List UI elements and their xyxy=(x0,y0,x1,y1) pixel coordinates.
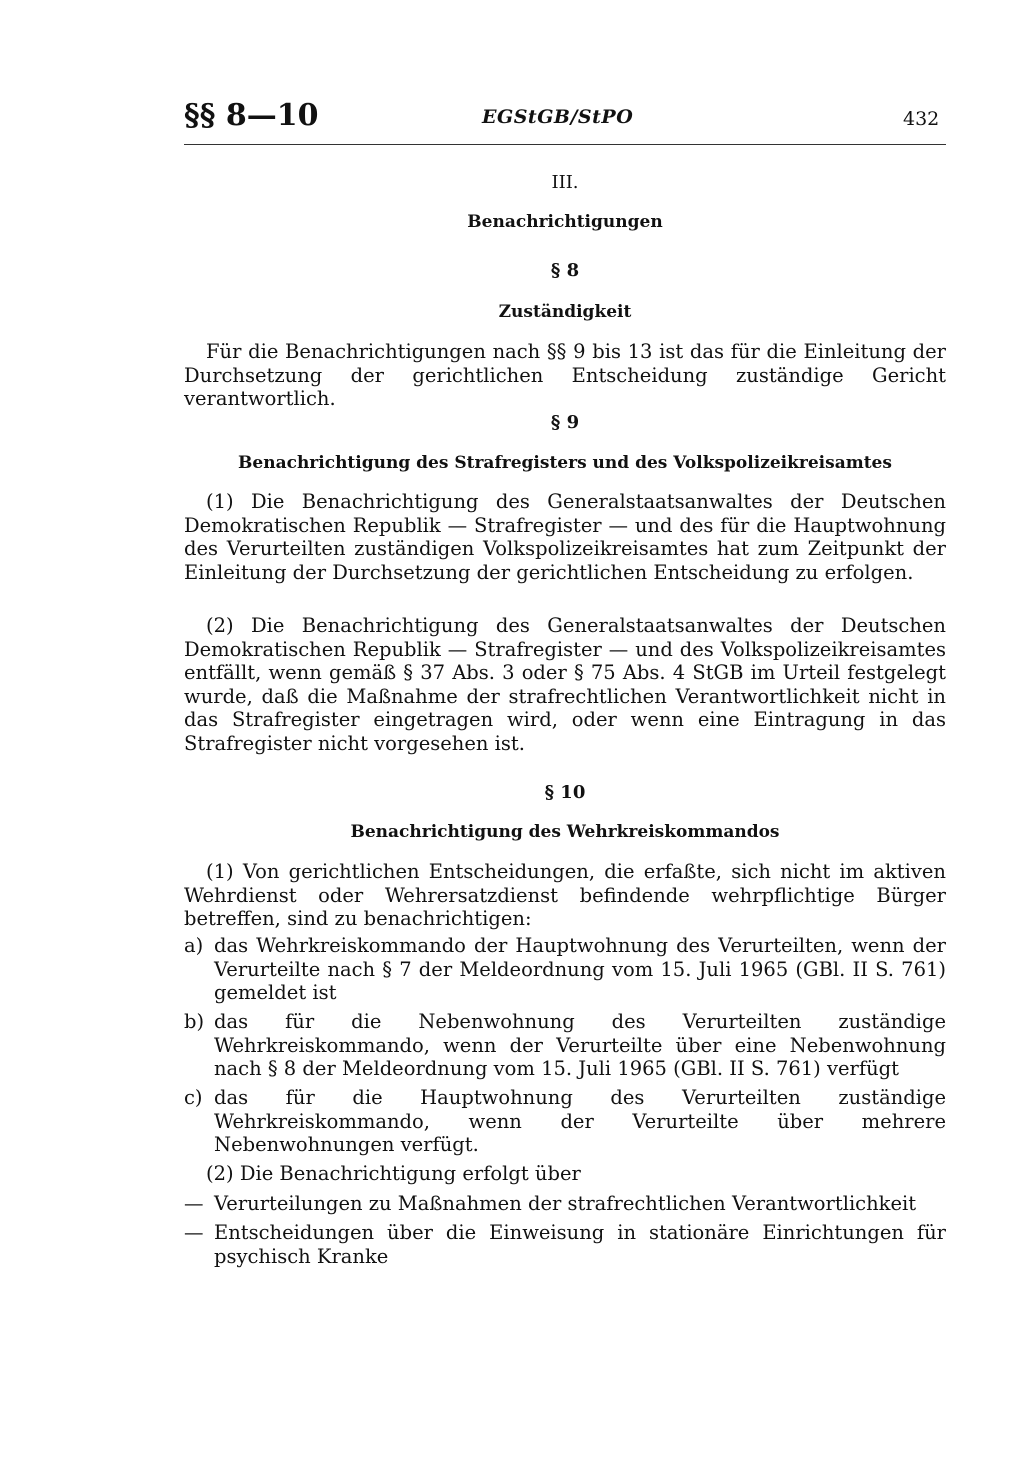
section-9-paragraph-1: (1) Die Benachrichtigung des Generalstaatsanwaltes der Deutschen Demokratischen Republik — Strafregister — und des für die Hauptwohnung des Verurteilten zuständigen Volkspolizeikreisamtes hat zum Zeitpunkt der Einleitung der Durchsetzung der gerichtlichen Entscheidung zu erfolgen. xyxy=(184,490,946,584)
header-law-title: EGStGB/StPO xyxy=(482,106,634,128)
list-item-marker: a) xyxy=(184,934,204,957)
section-10-paragraph-2: (2) Die Benachrichtigung erfolgt über xyxy=(206,1162,581,1185)
section-8-number: § 8 xyxy=(550,260,580,281)
list-item xyxy=(184,1010,946,1081)
section-8-title: Zuständigkeit xyxy=(498,302,632,322)
list-item-marker: c) xyxy=(184,1086,203,1109)
section-9-paragraph-2: (2) Die Benachrichtigung des Generalstaatsanwaltes der Deutschen Demokratischen Republik — Strafregister — und des Volkspolizeikreisamtes entfällt, wenn gemäß § 37 Abs. 3 oder § 75 Abs. 4 StGB im Urteil festgelegt wurde, daß die Maßnahme der strafrechtlichen Verantwortlichkeit nicht in das Strafregister eingetragen wird, oder wenn eine Eintragung in das Strafregister nicht vorgesehen ist. xyxy=(184,614,946,755)
dash-item-text: Entscheidungen über die Einweisung in stationäre Einrichtungen für psychisch Kranke xyxy=(214,1221,946,1268)
list-item-text: das für die Hauptwohnung des Verurteilten zuständige Wehrkreiskommando, wenn der Verurteilte über mehrere Nebenwohnungen verfügt. xyxy=(214,1086,946,1157)
section-9-title: Benachrichtigung des Strafregisters und des Volkspolizeikreisamtes xyxy=(238,453,892,473)
header-section-range: §§ 8—10 xyxy=(184,98,319,133)
chapter-title: Benachrichtigungen xyxy=(467,212,663,232)
section-8-text: Für die Benachrichtigungen nach §§ 9 bis 13 ist das für die Einleitung der Durchsetzung der gerichtlichen Entscheidung zuständige Gericht verantwortlich. xyxy=(184,340,946,411)
header-rule xyxy=(184,144,946,145)
list-item-marker: b) xyxy=(184,1010,205,1033)
list-item xyxy=(184,934,946,1005)
dash-item-marker: — xyxy=(184,1192,204,1215)
dash-item-text: Verurteilungen zu Maßnahmen der strafrechtlichen Verantwortlichkeit xyxy=(214,1192,917,1215)
header-page-number: 432 xyxy=(903,108,940,130)
dash-item xyxy=(184,1221,946,1268)
dash-item xyxy=(184,1192,946,1216)
dash-item-marker: — xyxy=(184,1221,204,1244)
section-10-paragraph-1: (1) Von gerichtlichen Entscheidungen, die erfaßte, sich nicht im aktiven Wehrdienst oder Wehrersatzdienst befindende wehrpflichtige Bürger betreffen, sind zu benachrichtigen: xyxy=(184,860,946,931)
list-item xyxy=(184,1086,946,1157)
list-item-text: das für die Nebenwohnung des Verurteilten zuständige Wehrkreiskommando, wenn der Verurteilte über eine Nebenwohnung nach § 8 der Meldeordnung vom 15. Juli 1965 (GBl. II S. 761) verfügt xyxy=(214,1010,946,1081)
section-10-number: § 10 xyxy=(544,782,586,803)
list-item-text: das Wehrkreiskommando der Hauptwohnung des Verurteilten, wenn der Verurteilte nach § 7 der Meldeordnung vom 15. Juli 1965 (GBl. II S. 761) gemeldet ist xyxy=(214,934,946,1005)
chapter-numeral: III. xyxy=(551,172,579,193)
section-9-number: § 9 xyxy=(550,412,580,433)
section-10-title: Benachrichtigung des Wehrkreiskommandos xyxy=(350,822,780,842)
